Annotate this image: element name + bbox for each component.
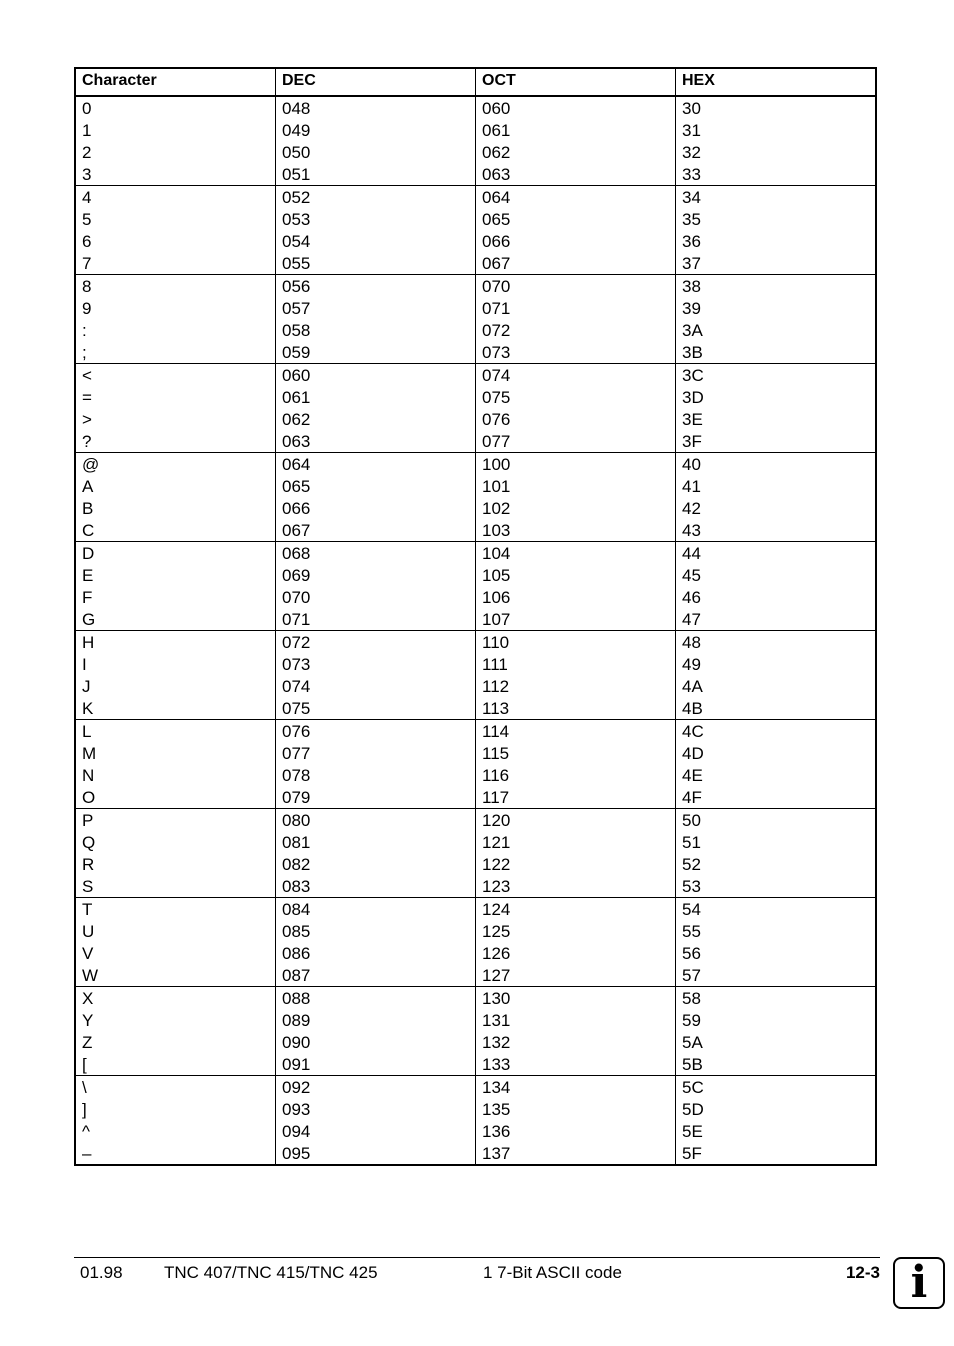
table-cell-hex: 56 [682,944,701,963]
table-cell-oct: 130 [482,989,511,1008]
table-cell-dec: 094 [282,1122,311,1141]
table-cell-hex: 30 [682,99,701,118]
table-cell-character: T [82,900,93,919]
table-cell-character: 5 [82,210,92,229]
table-cell-hex: 58 [682,989,701,1008]
table-cell-dec: 071 [282,610,311,629]
table-cell-oct: 126 [482,944,511,963]
table-cell-hex: 49 [682,655,701,674]
table-cell-oct: 120 [482,811,511,830]
column-dec [275,542,475,630]
table-cell-oct: 064 [482,188,511,207]
table-cell-oct: 113 [482,699,510,718]
table-cell-dec: 073 [282,655,311,674]
column-character [76,275,275,363]
table-cell-dec: 056 [282,277,311,296]
table-cell-character: 0 [82,99,92,118]
table-cell-character: G [82,610,96,629]
table-cell-oct: 063 [482,165,511,184]
table-cell-character: U [82,922,95,941]
column-hex [675,720,875,808]
table-cell-hex: 5C [682,1078,704,1097]
column-dec [275,987,475,1075]
table-cell-character: X [82,989,94,1008]
footer-model: TNC 407/TNC 415/TNC 425 [164,1263,378,1282]
table-cell-dec: 058 [282,321,311,340]
header-character: Character [82,72,157,89]
table-cell-dec: 051 [282,165,311,184]
table-cell-oct: 106 [482,588,511,607]
column-oct [475,631,675,719]
table-cell-character: = [82,388,92,407]
table-row-group [76,987,875,1076]
table-cell-hex: 5E [682,1122,703,1141]
table-cell-character: – [82,1144,92,1163]
table-cell-character: D [82,544,95,563]
table-cell-hex: 4E [682,766,703,785]
column-oct [475,364,675,452]
table-row-group [76,720,875,809]
table-cell-oct: 136 [482,1122,511,1141]
table-cell-oct: 125 [482,922,511,941]
table-cell-dec: 090 [282,1033,311,1052]
table-cell-character: V [82,944,94,963]
table-body [76,97,875,1164]
column-dec [275,720,475,808]
table-cell-character: C [82,521,95,540]
table-cell-oct: 123 [482,877,511,896]
column-dec [275,364,475,452]
table-cell-dec: 067 [282,521,311,540]
table-cell-oct: 132 [482,1033,511,1052]
table-cell-oct: 124 [482,900,511,919]
ascii-table [74,67,877,1166]
table-cell-dec: 053 [282,210,311,229]
table-cell-hex: 4F [682,788,702,807]
table-cell-hex: 5F [682,1144,702,1163]
table-cell-hex: 59 [682,1011,701,1030]
table-cell-character: ] [82,1100,87,1119]
header-hex: HEX [675,69,875,95]
table-cell-dec: 057 [282,299,311,318]
table-row-group [76,453,875,542]
table-cell-hex: 51 [682,833,701,852]
table-cell-character: F [82,588,93,607]
table-row-group [76,97,875,186]
table-cell-oct: 121 [482,833,511,852]
table-cell-dec: 060 [282,366,311,385]
table-cell-oct: 135 [482,1100,511,1119]
table-cell-character: 1 [82,121,92,140]
table-cell-dec: 052 [282,188,311,207]
table-cell-character: @ [82,455,100,474]
table-row-group [76,186,875,275]
table-cell-dec: 055 [282,254,311,273]
table-cell-hex: 41 [682,477,701,496]
table-cell-dec: 075 [282,699,311,718]
column-character [76,809,275,897]
table-cell-dec: 048 [282,99,311,118]
header-dec: DEC [275,69,475,95]
table-cell-character: \ [82,1078,87,1097]
table-cell-hex: 34 [682,188,701,207]
column-dec [275,275,475,363]
table-cell-oct: 073 [482,343,511,362]
column-hex [675,275,875,363]
column-character [76,898,275,986]
column-hex [675,898,875,986]
table-cell-character: ? [82,432,92,451]
table-cell-hex: 44 [682,544,701,563]
column-oct [475,275,675,363]
table-cell-hex: 3F [682,432,702,451]
table-cell-character: E [82,566,94,585]
table-cell-hex: 5A [682,1033,703,1052]
table-cell-hex: 46 [682,588,701,607]
table-cell-oct: 075 [482,388,511,407]
table-cell-dec: 061 [282,388,311,407]
table-cell-character: 9 [82,299,92,318]
table-cell-hex: 3A [682,321,703,340]
header-oct: OCT [475,69,675,95]
column-dec [275,97,475,185]
table-cell-dec: 062 [282,410,311,429]
table-cell-dec: 084 [282,900,311,919]
table-cell-character: Q [82,833,96,852]
table-cell-character: N [82,766,95,785]
column-oct [475,1076,675,1164]
footer-section: 1 7-Bit ASCII code [483,1263,622,1282]
table-cell-hex: 52 [682,855,701,874]
table-cell-hex: 33 [682,165,701,184]
table-cell-hex: 53 [682,877,701,896]
table-cell-character: > [82,410,92,429]
table-cell-character: 6 [82,232,92,251]
table-cell-oct: 134 [482,1078,511,1097]
table-cell-hex: 32 [682,143,701,162]
column-hex [675,542,875,630]
table-cell-oct: 074 [482,366,511,385]
table-cell-hex: 3E [682,410,703,429]
table-cell-oct: 103 [482,521,511,540]
table-cell-dec: 050 [282,143,311,162]
table-cell-dec: 064 [282,455,311,474]
table-cell-character: R [82,855,95,874]
table-cell-dec: 076 [282,722,311,741]
column-oct [475,720,675,808]
table-cell-hex: 3C [682,366,704,385]
table-cell-dec: 086 [282,944,311,963]
column-character [76,186,275,274]
table-cell-character: ; [82,343,87,362]
info-icon: i [893,1257,945,1309]
table-cell-hex: 31 [682,121,701,140]
table-cell-hex: 40 [682,455,701,474]
column-hex [675,809,875,897]
table-cell-oct: 133 [482,1055,511,1074]
table-cell-hex: 5B [682,1055,703,1074]
table-cell-hex: 47 [682,610,701,629]
table-cell-dec: 083 [282,877,311,896]
column-dec [275,809,475,897]
table-cell-dec: 054 [282,232,311,251]
table-cell-hex: 3B [682,343,703,362]
table-cell-hex: 37 [682,254,701,273]
table-cell-dec: 077 [282,744,311,763]
table-cell-oct: 111 [482,655,508,674]
table-cell-character: W [82,966,99,985]
table-cell-dec: 093 [282,1100,311,1119]
table-cell-oct: 102 [482,499,511,518]
table-cell-dec: 080 [282,811,311,830]
table-row-group [76,898,875,987]
table-cell-dec: 081 [282,833,311,852]
table-cell-oct: 114 [482,722,510,741]
table-cell-hex: 55 [682,922,701,941]
column-hex [675,987,875,1075]
table-cell-dec: 068 [282,544,311,563]
table-row-group [76,809,875,898]
table-header-row [76,69,875,97]
table-cell-oct: 065 [482,210,511,229]
column-dec [275,453,475,541]
table-cell-hex: 57 [682,966,701,985]
table-cell-oct: 131 [482,1011,511,1030]
table-cell-oct: 066 [482,232,511,251]
table-cell-character: [ [82,1055,87,1074]
table-cell-dec: 095 [282,1144,311,1163]
table-cell-oct: 061 [482,121,511,140]
table-cell-hex: 36 [682,232,701,251]
table-cell-oct: 076 [482,410,511,429]
table-cell-oct: 122 [482,855,511,874]
table-cell-character: P [82,811,94,830]
table-cell-character: H [82,633,95,652]
table-cell-dec: 072 [282,633,311,652]
column-hex [675,1076,875,1164]
table-cell-character: Y [82,1011,94,1030]
column-character [76,542,275,630]
table-cell-oct: 072 [482,321,511,340]
column-oct [475,809,675,897]
table-cell-dec: 079 [282,788,311,807]
table-cell-dec: 087 [282,966,311,985]
table-cell-hex: 38 [682,277,701,296]
table-cell-hex: 39 [682,299,701,318]
table-cell-oct: 077 [482,432,511,451]
table-cell-dec: 078 [282,766,311,785]
column-hex [675,453,875,541]
table-cell-dec: 089 [282,1011,311,1030]
table-cell-hex: 45 [682,566,701,585]
column-oct [475,898,675,986]
column-character [76,720,275,808]
column-oct [475,542,675,630]
column-character [76,631,275,719]
table-cell-dec: 065 [282,477,311,496]
table-cell-oct: 104 [482,544,511,563]
table-cell-character: 3 [82,165,92,184]
table-cell-oct: 112 [482,677,510,696]
column-dec [275,631,475,719]
column-dec [275,186,475,274]
table-cell-character: A [82,477,94,496]
column-character [76,453,275,541]
table-cell-hex: 42 [682,499,701,518]
table-cell-dec: 085 [282,922,311,941]
table-cell-character: O [82,788,96,807]
table-row-group [76,631,875,720]
table-cell-oct: 062 [482,143,511,162]
table-cell-hex: 4B [682,699,703,718]
table-row-group [76,364,875,453]
column-character [76,97,275,185]
table-cell-dec: 066 [282,499,311,518]
table-cell-oct: 067 [482,254,511,273]
table-cell-hex: 54 [682,900,701,919]
table-cell-character: M [82,744,97,763]
table-cell-dec: 092 [282,1078,311,1097]
table-cell-hex: 50 [682,811,701,830]
table-cell-character: B [82,499,94,518]
page-footer [74,1257,880,1288]
table-cell-character: : [82,321,87,340]
column-hex [675,631,875,719]
table-cell-oct: 107 [482,610,511,629]
table-row-group [76,275,875,364]
table-cell-dec: 088 [282,989,311,1008]
table-cell-oct: 070 [482,277,511,296]
table-cell-oct: 100 [482,455,511,474]
table-cell-hex: 43 [682,521,701,540]
table-cell-dec: 070 [282,588,311,607]
page-number: 12-3 [845,1263,880,1282]
table-cell-oct: 127 [482,966,511,985]
table-cell-oct: 110 [482,633,510,652]
column-dec [275,898,475,986]
table-cell-character: 8 [82,277,92,296]
column-oct [475,97,675,185]
table-cell-character: I [82,655,87,674]
table-cell-hex: 5D [682,1100,704,1119]
table-cell-hex: 3D [682,388,704,407]
table-cell-oct: 117 [482,788,510,807]
table-cell-character: 2 [82,143,92,162]
table-cell-oct: 115 [482,744,510,763]
table-cell-oct: 105 [482,566,511,585]
table-cell-oct: 101 [482,477,511,496]
table-cell-character: ^ [82,1122,90,1141]
table-cell-hex: 48 [682,633,701,652]
table-cell-dec: 063 [282,432,311,451]
table-cell-dec: 049 [282,121,311,140]
column-character [76,1076,275,1164]
table-cell-character: L [82,722,92,741]
table-cell-dec: 059 [282,343,311,362]
column-oct [475,186,675,274]
column-character [76,987,275,1075]
column-oct [475,453,675,541]
table-cell-oct: 137 [482,1144,511,1163]
column-character [76,364,275,452]
table-cell-oct: 060 [482,99,511,118]
table-cell-hex: 4D [682,744,704,763]
table-cell-character: J [82,677,91,696]
table-cell-dec: 091 [282,1055,311,1074]
table-cell-oct: 116 [482,766,510,785]
table-cell-oct: 071 [482,299,511,318]
table-cell-character: 4 [82,188,92,207]
footer-date: 01.98 [80,1263,123,1282]
table-cell-character: S [82,877,94,896]
column-hex [675,186,875,274]
table-cell-character: 7 [82,254,92,273]
table-cell-character: Z [82,1033,93,1052]
table-cell-hex: 4C [682,722,704,741]
table-cell-dec: 082 [282,855,311,874]
table-row-group [76,542,875,631]
column-hex [675,97,875,185]
table-cell-character: < [82,366,92,385]
column-dec [275,1076,475,1164]
column-oct [475,987,675,1075]
table-cell-dec: 074 [282,677,311,696]
column-hex [675,364,875,452]
table-cell-character: K [82,699,94,718]
table-cell-dec: 069 [282,566,311,585]
table-cell-hex: 4A [682,677,703,696]
table-row-group [76,1076,875,1164]
table-cell-hex: 35 [682,210,701,229]
